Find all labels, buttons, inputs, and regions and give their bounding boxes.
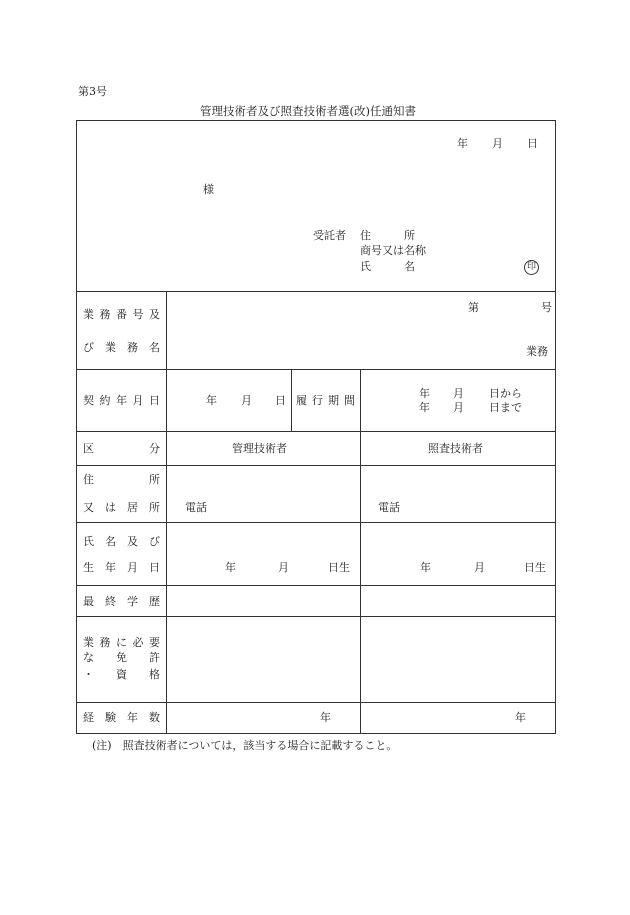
consignee-label: 受託者 — [313, 229, 346, 242]
checker-phone-label: 電話 — [378, 501, 400, 514]
footnote: (注) 照査技術者については，該当する場合に記載すること。 — [92, 739, 398, 752]
business-label-line2: び業務名 — [83, 341, 160, 354]
period-from-suffix: 日から — [489, 387, 522, 400]
address-label: 住 所 — [360, 229, 415, 242]
recipient-suffix: 様 — [203, 183, 214, 196]
period-to-suffix: 日まで — [489, 401, 522, 414]
company-label: 商号又は名称 — [360, 244, 426, 257]
license-label-line2: な免許 — [83, 651, 160, 664]
business-go: 号 — [541, 301, 552, 314]
checker-birth-suffix: 日生 — [524, 561, 546, 574]
period-from-month: 月 — [453, 387, 464, 400]
period-label: 履行期間 — [296, 394, 355, 407]
category-checker: 照査技術者 — [428, 442, 483, 455]
category-manager: 管理技術者 — [232, 442, 287, 455]
name-birth-label-line1: 氏名及び — [83, 535, 160, 548]
header-year: 年 — [457, 137, 468, 150]
period-to-year: 年 — [419, 401, 430, 414]
form-number: 第3号 — [78, 85, 107, 98]
manager-birth-month: 月 — [278, 561, 289, 574]
experience-label: 経験年数 — [83, 711, 160, 724]
business-dai: 第 — [468, 301, 479, 314]
name-label: 氏 名 — [360, 260, 415, 273]
contract-month: 月 — [241, 394, 252, 407]
checker-experience-suffix: 年 — [515, 711, 526, 724]
header-day: 日 — [527, 137, 538, 150]
license-label-line3: ・資格 — [83, 668, 160, 681]
checker-birth-year: 年 — [420, 561, 431, 574]
contract-day: 日 — [275, 394, 286, 407]
business-gyomu: 業務 — [526, 345, 548, 358]
header-month: 月 — [492, 137, 503, 150]
category-label: 区分 — [83, 442, 160, 455]
seal-mark: 印 — [524, 260, 539, 275]
manager-phone-label: 電話 — [185, 501, 207, 514]
name-birth-label-line2: 生年月日 — [83, 561, 160, 574]
education-label: 最終学歴 — [83, 595, 160, 608]
address-row-label-line1: 住所 — [83, 473, 160, 486]
license-label-line1: 業務に必要 — [83, 636, 160, 649]
manager-birth-suffix: 日生 — [328, 561, 350, 574]
period-from-year: 年 — [419, 387, 430, 400]
form-title: 管理技術者及び照査技術者選(改)任通知書 — [200, 104, 416, 118]
checker-birth-month: 月 — [474, 561, 485, 574]
contract-year: 年 — [206, 394, 217, 407]
business-label-line1: 業務番号及 — [83, 308, 160, 321]
contract-label: 契約年月日 — [83, 394, 160, 407]
period-to-month: 月 — [453, 401, 464, 414]
address-row-label-line2: 又は居所 — [83, 501, 160, 514]
manager-experience-suffix: 年 — [320, 711, 331, 724]
manager-birth-year: 年 — [225, 561, 236, 574]
